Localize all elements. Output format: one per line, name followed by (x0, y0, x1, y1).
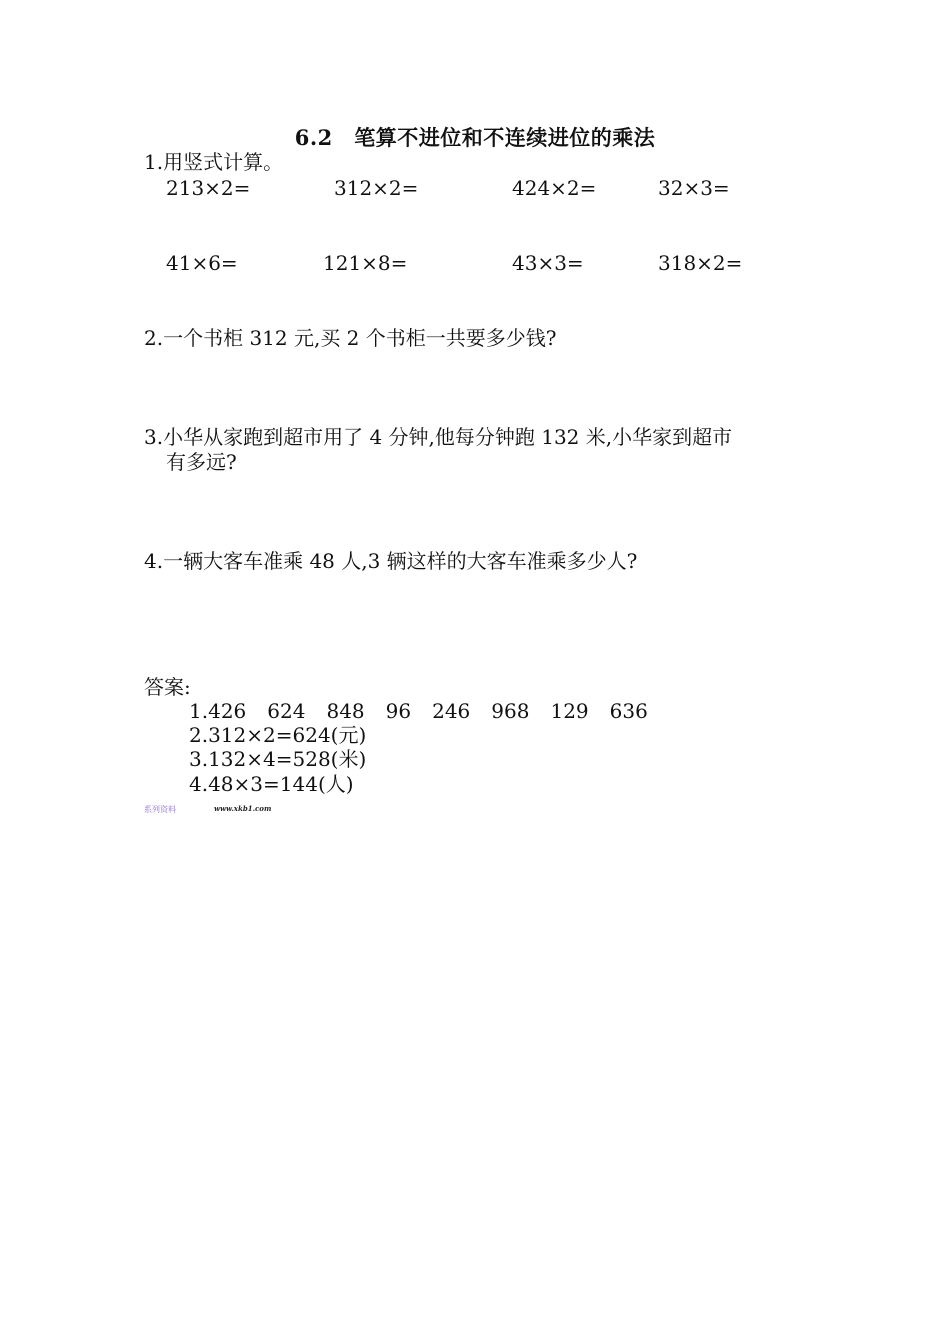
answer-value: 426 (208, 699, 247, 723)
q1-equation: 318×2= (658, 251, 743, 275)
question-4: 4.一辆大客车准乘 48 人,3 辆这样的大客车准乘多少人? (144, 549, 638, 573)
answers-heading: 答案: (144, 675, 191, 699)
question-2: 2.一个书柜 312 元,买 2 个书柜一共要多少钱? (144, 326, 557, 350)
q1-equation: 32×3= (658, 176, 730, 200)
answer-value: 624 (267, 699, 306, 723)
page-title: 6.2 笔算不进位和不连续进位的乘法 (294, 125, 656, 150)
answer-value: 246 (432, 699, 471, 723)
q1-equation: 213×2= (166, 176, 251, 200)
footer-website: www.xkb1.com (214, 804, 272, 813)
answer-value: 848 (326, 699, 365, 723)
q1-equation: 43×3= (512, 251, 584, 275)
answer-4: 4.48×3=144(人) (189, 772, 354, 796)
answer-1-prefix: 1. (189, 699, 209, 723)
answer-3: 3.132×4=528(米) (189, 747, 367, 771)
answer-2: 2.312×2=624(元) (189, 723, 367, 747)
question-1-label: 1.用竖式计算。 (144, 150, 284, 174)
question-3-line-2: 有多远? (166, 450, 237, 474)
q1-equation: 121×8= (323, 251, 408, 275)
footer-series-label: 系列资料 (144, 805, 176, 814)
q1-equation: 41×6= (166, 251, 238, 275)
answer-value: 636 (609, 699, 648, 723)
answer-value: 129 (550, 699, 589, 723)
question-3-line-1: 3.小华从家跑到超市用了 4 分钟,他每分钟跑 132 米,小华家到超市 (144, 425, 733, 449)
q1-equation: 424×2= (512, 176, 597, 200)
answer-value: 96 (385, 699, 412, 723)
answer-1 (189, 699, 648, 723)
q1-equation: 312×2= (334, 176, 419, 200)
answer-value: 968 (491, 699, 530, 723)
